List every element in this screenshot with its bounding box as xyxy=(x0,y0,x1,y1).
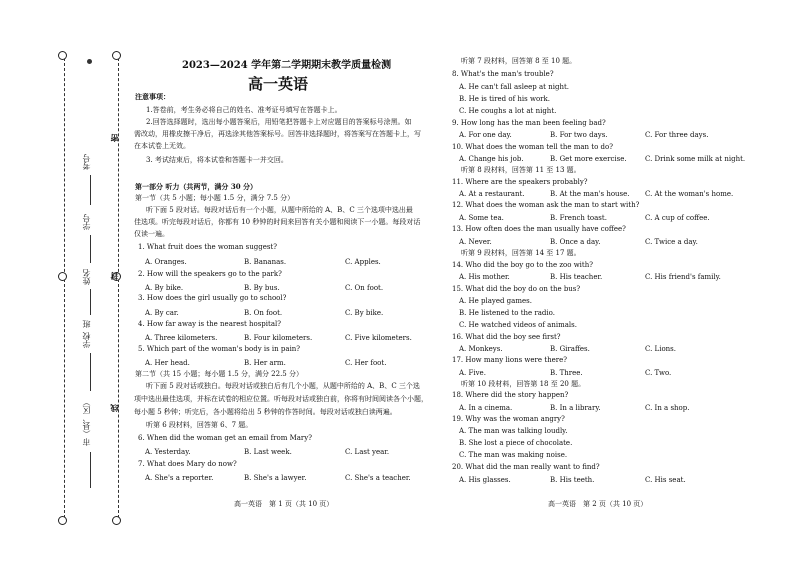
option-b[interactable]: B. She's a lawyer. xyxy=(244,474,307,482)
option-b[interactable]: B. Once a day. xyxy=(550,238,601,246)
option-a[interactable]: A. At a restaurant. xyxy=(459,190,525,198)
option-a[interactable]: A. By bike. xyxy=(145,284,184,292)
option-c[interactable]: C. A cup of coffee. xyxy=(645,214,710,222)
section2-heading: 第二节（共 15 小题；每小题 1.5 分，满分 22.5 分） xyxy=(135,370,303,378)
option-c[interactable]: C. At the woman's home. xyxy=(645,190,734,198)
outer-dashed-line xyxy=(64,58,65,518)
option-b[interactable]: B. Giraffes. xyxy=(550,345,590,353)
notice-heading: 注意事项： xyxy=(135,92,170,101)
seal-char-xian: 线 xyxy=(109,404,119,412)
notice-item: 需改动，用橡皮擦干净后，再选涂其他答案标号。回答非选择题时，将答案写在答题卡上，写 xyxy=(134,130,421,138)
option-a[interactable]: A. She's a reporter. xyxy=(145,474,214,482)
option-a[interactable]: A. Monkeys. xyxy=(459,345,503,353)
question-15: 15. What did the boy do on the bus? xyxy=(452,285,581,293)
option-a[interactable]: A. His glasses. xyxy=(459,476,511,484)
page-2-footer: 高一英语 第 2 页（共 10 页） xyxy=(548,500,648,508)
question-3: 3. How does the girl usually go to school? xyxy=(138,294,287,302)
student-number-label: 学号 xyxy=(82,214,91,230)
question-13: 13. How often does the man usually have coffee? xyxy=(452,225,626,233)
exam-number-blank[interactable] xyxy=(90,175,91,205)
exam-title: 2023—2024 学年第二学期期末教学质量检测 xyxy=(182,60,392,71)
option-b[interactable]: B. He is tired of his work. xyxy=(459,95,550,103)
binding-dot xyxy=(87,59,92,64)
option-b[interactable]: B. By bus. xyxy=(244,284,280,292)
class-label: 班 xyxy=(82,320,91,328)
question-5: 5. Which part of the woman's body is in pain? xyxy=(138,345,301,353)
name-blank[interactable] xyxy=(90,289,91,315)
option-a[interactable]: A. The man was talking loudly. xyxy=(459,427,568,435)
option-c[interactable]: C. By bike. xyxy=(345,309,384,317)
question-7: 7. What does Mary do now? xyxy=(138,460,237,468)
part1-heading: 第一部分 听力（共两节，满分 30 分） xyxy=(135,182,258,191)
option-b[interactable]: B. Last week. xyxy=(244,448,292,456)
option-c[interactable]: C. The man was making noise. xyxy=(459,451,568,459)
option-c[interactable]: C. He watched videos of animals. xyxy=(459,321,577,329)
notice-item: 在本试卷上无效。 xyxy=(134,142,190,150)
option-a[interactable]: A. For one day. xyxy=(459,131,512,139)
question-4: 4. How far away is the nearest hospital? xyxy=(138,320,281,328)
option-c[interactable]: C. Five kilometers. xyxy=(345,334,412,342)
option-a[interactable]: A. In a cinema. xyxy=(459,404,513,412)
option-a[interactable]: A. Change his job. xyxy=(459,155,524,163)
option-c[interactable]: C. Her foot. xyxy=(345,359,387,367)
option-b[interactable]: B. Bananas. xyxy=(244,258,287,266)
option-a[interactable]: A. He played games. xyxy=(459,297,532,305)
binding-ring xyxy=(58,272,67,281)
option-b[interactable]: B. Get more exercise. xyxy=(550,155,627,163)
option-a[interactable]: A. Never. xyxy=(459,238,492,246)
material-8-intro: 听第 8 段材料，回答第 11 至 13 题。 xyxy=(461,166,581,174)
question-12: 12. What does the woman ask the man to start with? xyxy=(452,201,640,209)
option-a[interactable]: A. Yesterday. xyxy=(145,448,191,456)
option-c[interactable]: C. Apples. xyxy=(345,258,381,266)
binding-ring xyxy=(58,51,67,60)
option-b[interactable]: B. His teeth. xyxy=(550,476,595,484)
inner-dashed-line xyxy=(118,58,119,518)
option-a[interactable]: A. By car. xyxy=(145,309,179,317)
section1-instruction: 仅读一遍。 xyxy=(134,230,169,238)
option-b[interactable]: B. On foot. xyxy=(244,309,283,317)
question-6: 6. When did the woman get an email from Mary? xyxy=(138,434,312,442)
option-b[interactable]: B. His teacher. xyxy=(550,273,603,281)
option-a[interactable]: A. He can't fall asleep at night. xyxy=(459,83,569,91)
question-16: 16. What did the boy see first? xyxy=(452,333,561,341)
seal-char-feng: 封 xyxy=(109,272,119,280)
city-blank[interactable] xyxy=(90,452,91,488)
option-b[interactable]: B. He listened to the radio. xyxy=(459,309,555,317)
option-b[interactable]: B. French toast. xyxy=(550,214,607,222)
material-6-intro: 听第 6 段材料，回答第 6、7 题。 xyxy=(146,421,253,429)
school-blank[interactable] xyxy=(90,353,91,391)
material-9-intro: 听第 9 段材料，回答第 14 至 17 题。 xyxy=(461,249,581,257)
option-c[interactable]: C. His friend's family. xyxy=(645,273,721,281)
question-2: 2. How will the speakers go to the park? xyxy=(138,270,282,278)
seal-char-mi: 密 xyxy=(109,134,119,142)
question-9: 9. How long has the man been feeling bad? xyxy=(452,119,606,127)
material-7-intro: 听第 7 段材料，回答第 8 至 10 题。 xyxy=(461,57,577,65)
option-b[interactable]: B. In a library. xyxy=(550,404,601,412)
option-b[interactable]: B. Three. xyxy=(550,369,583,377)
option-b[interactable]: B. For two days. xyxy=(550,131,608,139)
question-10: 10. What does the woman tell the man to do? xyxy=(452,143,613,151)
option-b[interactable]: B. At the man's house. xyxy=(550,190,630,198)
option-a[interactable]: A. Three kilometers. xyxy=(145,334,218,342)
section2-instruction: 每小题 5 秒钟；听完后，各小题将给出 5 秒钟的作答时间。每段对话或独白读两遍。 xyxy=(134,408,397,416)
option-a[interactable]: A. Five. xyxy=(459,369,486,377)
binding-ring xyxy=(112,51,121,60)
subject-title: 高一英语 xyxy=(248,75,309,93)
notice-item: 3. 考试结束后，将本试卷和答题卡一并交回。 xyxy=(146,156,288,164)
option-b[interactable]: B. She lost a piece of chocolate. xyxy=(459,439,573,447)
section2-instruction: 项中选出最佳选项，并标在试卷的相应位置。听每段对话或独白前，你将有时间阅读各个小题， xyxy=(134,395,428,403)
school-label: 学校 xyxy=(82,332,91,348)
option-a[interactable]: A. Some tea. xyxy=(459,214,504,222)
option-c[interactable]: C. Lions. xyxy=(645,345,676,353)
city-label: 市（县、区） xyxy=(82,398,91,446)
option-a[interactable]: A. Oranges. xyxy=(145,258,187,266)
option-c[interactable]: C. Last year. xyxy=(345,448,390,456)
exam-number-label: 考号 xyxy=(82,154,91,170)
binding-ring xyxy=(58,516,67,525)
section2-instruction: 听下面 5 段对话或独白。每段对话或独白后有几个小题，从题中所给的 A、B、C 三个选 xyxy=(146,382,420,390)
question-8: 8. What's the man's trouble? xyxy=(452,70,554,78)
option-b[interactable]: B. Her arm. xyxy=(244,359,286,367)
option-a[interactable]: A. Her head. xyxy=(145,359,190,367)
student-number-blank[interactable] xyxy=(90,235,91,263)
question-19: 19. Why was the woman angry? xyxy=(452,415,565,423)
option-a[interactable]: A. His mother. xyxy=(459,273,510,281)
question-11: 11. Where are the speakers probably? xyxy=(452,178,588,186)
question-1: 1. What fruit does the woman suggest? xyxy=(138,243,277,251)
option-c[interactable]: C. He coughs a lot at night. xyxy=(459,107,557,115)
option-b[interactable]: B. Four kilometers. xyxy=(244,334,313,342)
option-c[interactable]: C. On foot. xyxy=(345,284,384,292)
section1-heading: 第一节（共 5 小题；每小题 1.5 分，满分 7.5 分） xyxy=(135,194,295,202)
option-c[interactable]: C. Two. xyxy=(645,369,672,377)
option-c[interactable]: C. For three days. xyxy=(645,131,709,139)
notice-item: 2.回答选择题时，选出每小题答案后，用铅笔把答题卡上对应题目的答案标号涂黑。如 xyxy=(146,118,412,126)
name-label: 姓名 xyxy=(82,269,91,285)
section1-instruction: 听下面 5 段对话。每段对话后有一个小题，从题中所给的 A、B、C 三个选项中选出最 xyxy=(146,206,413,214)
notice-item: 1.答卷前，考生务必将自己的姓名、准考证号填写在答题卡上。 xyxy=(146,106,342,114)
option-c[interactable]: C. In a shop. xyxy=(645,404,690,412)
option-c[interactable]: C. She's a teacher. xyxy=(345,474,411,482)
question-18: 18. Where did the story happen? xyxy=(452,391,569,399)
question-17: 17. How many lions were there? xyxy=(452,356,567,364)
option-c[interactable]: C. His seat. xyxy=(645,476,686,484)
section1-instruction: 佳选项。听完每段对话后，你都有 10 秒钟的时间来回答有关小题和阅读下一小题。每段对话 xyxy=(134,218,421,226)
page-1-footer: 高一英语 第 1 页（共 10 页） xyxy=(234,500,334,508)
question-14: 14. Who did the boy go to the zoo with? xyxy=(452,261,593,269)
material-10-intro: 听第 10 段材料，回答第 18 至 20 题。 xyxy=(461,380,586,388)
option-c[interactable]: C. Drink some milk at night. xyxy=(645,155,746,163)
question-20: 20. What did the man really want to find? xyxy=(452,463,600,471)
option-c[interactable]: C. Twice a day. xyxy=(645,238,698,246)
binding-ring xyxy=(112,516,121,525)
